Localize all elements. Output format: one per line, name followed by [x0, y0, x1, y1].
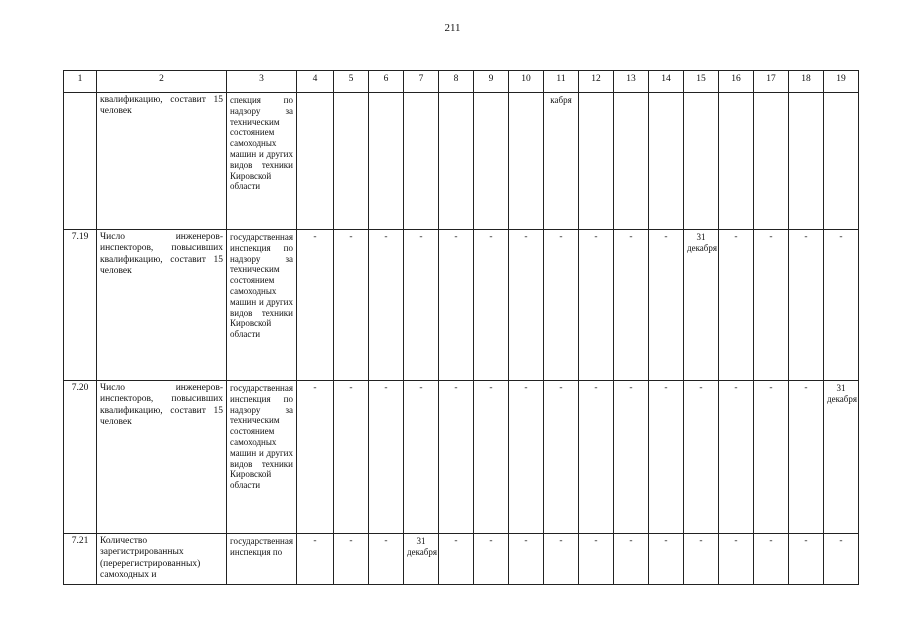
dash-cell: - [369, 534, 404, 585]
responsible-org: государственная инспекция по [227, 534, 297, 585]
dash-cell: - [614, 381, 649, 534]
dash-cell: - [789, 230, 824, 381]
dash-cell: - [474, 534, 509, 585]
column-header: 15 [684, 71, 719, 93]
column-header: 11 [544, 71, 579, 93]
table-row [64, 230, 859, 381]
dash-cell: - [754, 534, 789, 585]
responsible-org: государственная инспекция по надзору за техническим состоянием самоходных машин и других видов техники Кировской области [227, 230, 297, 381]
column-header: 5 [334, 71, 369, 93]
dash-cell: - [334, 534, 369, 585]
deadline-cell [474, 93, 509, 230]
deadline-cell: кабря [544, 93, 579, 230]
dash-cell: - [579, 381, 614, 534]
dash-cell: - [544, 534, 579, 585]
deadline-cell [334, 93, 369, 230]
date-cell [824, 381, 859, 534]
dash-cell: - [334, 381, 369, 534]
deadline-cell [719, 93, 754, 230]
dash-cell: - [509, 230, 544, 381]
column-header: 7 [404, 71, 439, 93]
deadline-cell [754, 93, 789, 230]
column-header: 12 [579, 71, 614, 93]
dash-cell: - [369, 230, 404, 381]
indicator-text: Количество зарегистрированных (перерегистрированных) самоходных и [97, 534, 227, 585]
dash-cell: - [544, 381, 579, 534]
deadline-cell [789, 93, 824, 230]
column-header: 6 [369, 71, 404, 93]
dash-cell: - [404, 230, 439, 381]
deadline-cell [579, 93, 614, 230]
dash-cell: - [614, 230, 649, 381]
dash-cell: - [824, 230, 859, 381]
indicator-text: квалификацию, составит 15 человек [97, 93, 227, 230]
deadline-cell [649, 93, 684, 230]
dash-cell: - [579, 534, 614, 585]
dash-cell: - [684, 534, 719, 585]
deadline-cell [369, 93, 404, 230]
dash-cell: - [649, 381, 684, 534]
column-header: 8 [439, 71, 474, 93]
dash-cell: - [439, 534, 474, 585]
header-row [64, 71, 859, 93]
column-header: 19 [824, 71, 859, 93]
table-row [64, 93, 859, 230]
dash-cell: - [789, 534, 824, 585]
deadline-cell [684, 93, 719, 230]
column-header: 3 [227, 71, 297, 93]
dash-cell: - [439, 230, 474, 381]
date-part: 31 [836, 383, 846, 393]
date-cell [404, 534, 439, 585]
dash-cell: - [579, 230, 614, 381]
date-part: 31 [696, 232, 706, 242]
row-number: 7.19 [64, 230, 97, 381]
indicator-text: Число инженеров-инспекторов, повысивших квалификацию, составит 15 человек [97, 381, 227, 534]
dash-cell: - [719, 381, 754, 534]
column-header: 4 [297, 71, 334, 93]
deadline-cell [509, 93, 544, 230]
dash-cell: - [369, 381, 404, 534]
dash-cell: - [544, 230, 579, 381]
dash-cell: - [404, 381, 439, 534]
dash-cell: - [719, 230, 754, 381]
dash-cell: - [509, 534, 544, 585]
dash-cell: - [649, 534, 684, 585]
row-number: 7.20 [64, 381, 97, 534]
dash-cell: - [684, 381, 719, 534]
indicator-text: Число инженеров-инспекторов, повысивших квалификацию, составит 15 человек [97, 230, 227, 381]
plan-table [63, 70, 859, 585]
date-part: декабря [687, 242, 718, 253]
deadline-cell [404, 93, 439, 230]
column-header: 2 [97, 71, 227, 93]
table-row [64, 534, 859, 585]
dash-cell: - [824, 534, 859, 585]
dash-cell: - [509, 381, 544, 534]
date-cell [684, 230, 719, 381]
deadline-cell [824, 93, 859, 230]
dash-cell: - [754, 230, 789, 381]
deadline-cell [439, 93, 474, 230]
column-header: 14 [649, 71, 684, 93]
dash-cell: - [297, 230, 334, 381]
row-number: 7.21 [64, 534, 97, 585]
table-row [64, 381, 859, 534]
dash-cell: - [297, 381, 334, 534]
responsible-org: спекция по надзору за техническим состоянием самоходных машин и других видов техники Кировской области [227, 93, 297, 230]
column-header: 16 [719, 71, 754, 93]
column-header: 18 [789, 71, 824, 93]
responsible-org: государственная инспекция по надзору за техническим состоянием самоходных машин и других видов техники Кировской области [227, 381, 297, 534]
dash-cell: - [474, 381, 509, 534]
page-number: 211 [444, 22, 461, 34]
dash-cell: - [439, 381, 474, 534]
dash-cell: - [719, 534, 754, 585]
deadline-cell [297, 93, 334, 230]
dash-cell: - [649, 230, 684, 381]
dash-cell: - [474, 230, 509, 381]
deadline-cell [614, 93, 649, 230]
column-header: 13 [614, 71, 649, 93]
column-header: 17 [754, 71, 789, 93]
row-number [64, 93, 97, 230]
table-body [64, 93, 859, 585]
dash-cell: - [614, 534, 649, 585]
date-part: декабря [827, 393, 858, 404]
dash-cell: - [297, 534, 334, 585]
column-header: 9 [474, 71, 509, 93]
column-header: 1 [64, 71, 97, 93]
date-part: декабря [407, 546, 438, 557]
column-header: 10 [509, 71, 544, 93]
dash-cell: - [334, 230, 369, 381]
date-part: 31 [416, 536, 426, 546]
dash-cell: - [754, 381, 789, 534]
dash-cell: - [789, 381, 824, 534]
